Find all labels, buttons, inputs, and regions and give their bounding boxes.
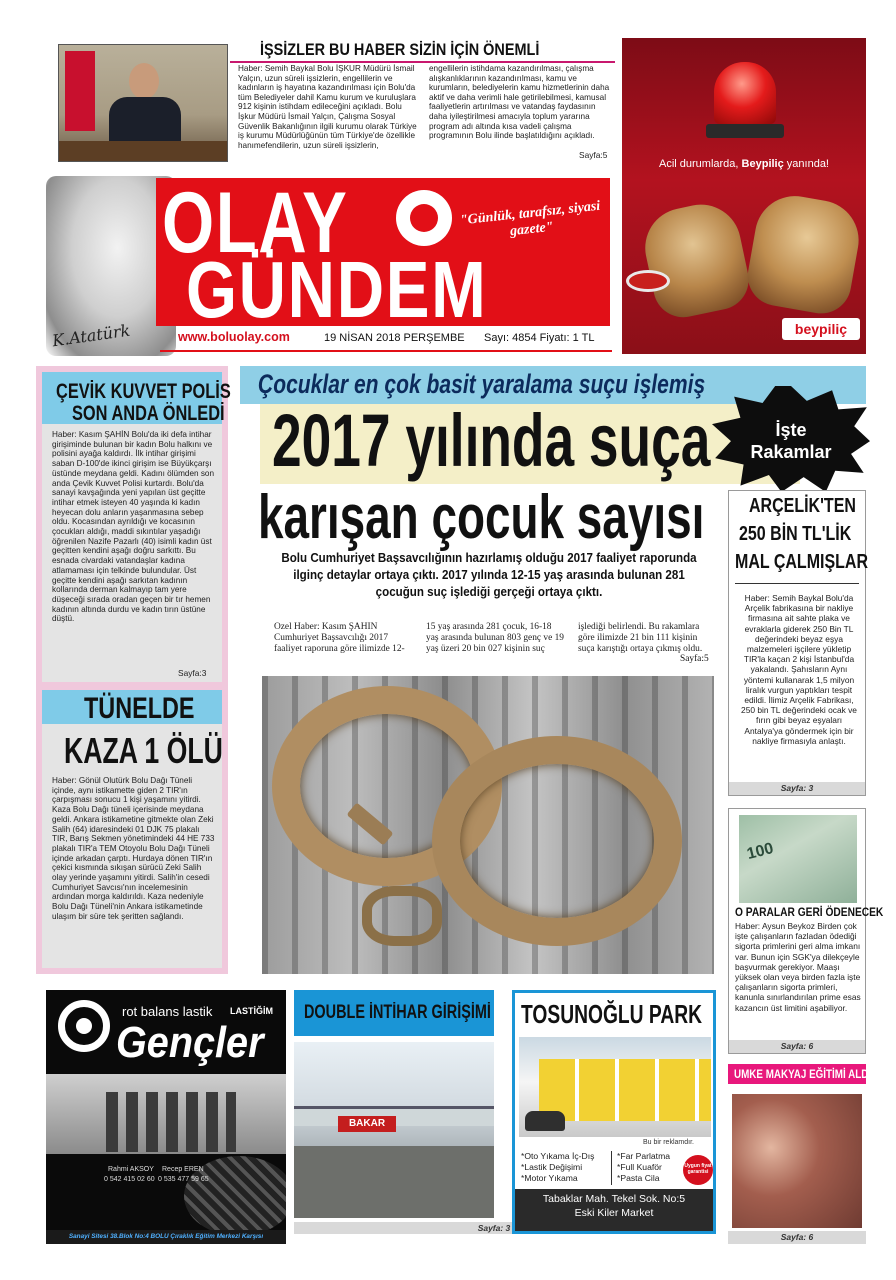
svc-right-3: *Pasta Cila bbox=[617, 1173, 660, 1183]
gencler-right: LASTİĞİM bbox=[230, 1006, 273, 1016]
umke-page[interactable]: Sayfa: 6 bbox=[728, 1231, 866, 1244]
svc-right-1: *Far Parlatma bbox=[617, 1151, 671, 1161]
tosun-storefront bbox=[539, 1059, 711, 1121]
desk bbox=[59, 141, 228, 162]
tunel-box bbox=[36, 684, 228, 974]
masthead-slogan: "Günlük, tarafsız, siyasi gazete" bbox=[459, 198, 601, 240]
tosun-services-left bbox=[521, 1151, 613, 1184]
tosun-address-2: Eski Kiler Market bbox=[574, 1207, 654, 1219]
cevik-page[interactable]: Sayfa:3 bbox=[178, 668, 207, 678]
main-kicker[interactable]: Çocuklar en çok basit yaralama suçu işlemiş bbox=[258, 369, 706, 399]
wrap-food-1 bbox=[638, 197, 754, 323]
banknote-value: 100 bbox=[745, 840, 776, 863]
svc-left-2: *Lastik Değişimi bbox=[521, 1162, 583, 1172]
double-page[interactable]: Sayfa: 3 bbox=[294, 1222, 694, 1234]
double-headline[interactable]: DOUBLE İNTİHAR GİRİŞİMİ bbox=[304, 1002, 491, 1023]
sauce-bowl bbox=[626, 270, 670, 292]
top-story-page[interactable]: Sayfa:5 bbox=[575, 150, 607, 160]
ataturk-signature: K.Atatürk bbox=[51, 320, 132, 351]
gencler-team-photo bbox=[46, 1074, 286, 1154]
cuff-ring-2 bbox=[432, 736, 682, 946]
beypilic-logo[interactable]: beypiliç bbox=[782, 318, 860, 340]
cevik-box bbox=[36, 366, 231, 688]
top-story-section bbox=[50, 38, 615, 166]
handcuffs-photo bbox=[262, 676, 714, 974]
siren-base bbox=[706, 124, 784, 138]
beypilic-tagline bbox=[622, 158, 866, 170]
main-headline-2[interactable]: karışan çocuk sayısı bbox=[258, 483, 705, 552]
masthead-website[interactable]: www.boluolay.com bbox=[178, 330, 290, 344]
masthead-date: 19 NİSAN 2018 PERŞEMBE bbox=[324, 332, 465, 344]
yalcin-photo bbox=[58, 44, 228, 162]
tosun-divider bbox=[611, 1151, 612, 1185]
svc-right-2: *Full Kuaför bbox=[617, 1162, 662, 1172]
cevik-headline-2[interactable]: SON ANDA ÖNLEDİ bbox=[72, 402, 225, 425]
umke-photo bbox=[732, 1094, 862, 1228]
main-page[interactable]: Sayfa:5 bbox=[676, 654, 709, 664]
gencler-brand: Gençler bbox=[116, 1018, 264, 1067]
paralar-headline[interactable]: O PARALAR GERİ ÖDENECEK bbox=[735, 905, 884, 919]
tosun-price-badge: Uygun fiyat garantisi bbox=[683, 1155, 713, 1185]
contact-2-phone: 0 535 477 59 65 bbox=[158, 1176, 209, 1183]
badge-text-2: Rakamlar bbox=[750, 442, 832, 462]
tunel-body: Haber: Gönül Olutürk Bolu Dağı Tüneli içinde, aynı istikamette giden 2 TIR'ın çarpışması sonucu 1 kişi yaşamını yitirdi. Kaza Bolu Dağı tüneli içerisinde meydana geldi. Ankara istikametine gitmekte olan Zeki Salih (64) idaresindeki 01 DJK 75 plakalı TIR, Barış Sekmen yönetimindeki 44 HE 733 plakalı TIR'a TEM Otoyolu Bolu Dağı Tüneli içinde arkadan çarptı. Hurdaya dönen TIR'ın çekici kısmında sıkışan sürücü Zeki Salih olay yerinde yaşamını yitirdi. Salih'in cesedi Cumhuriyet Savcısı'nın incelemesinin ardından morga kaldırıldı. Kaza nedeniyle Bolu Dağı Tüneli'nin Ankara istikametinde ulaşım bir süre tek şeritten sağlandı. bbox=[52, 776, 215, 921]
masthead-title-line2[interactable]: GÜNDEM bbox=[186, 245, 488, 334]
paralar-page[interactable]: Sayfa: 6 bbox=[729, 1040, 865, 1053]
arcelik-headline-2[interactable]: 250 BİN TL'LİK bbox=[739, 523, 852, 545]
contact-2-name: Recep EREN bbox=[162, 1166, 204, 1173]
tosun-ad-note: Bu bir reklamdır. bbox=[643, 1139, 694, 1146]
masthead-title-line1[interactable]: OLAY bbox=[162, 175, 349, 271]
double-photo bbox=[294, 1042, 494, 1218]
cevik-headline-1[interactable]: ÇEVİK KUVVET POLİS bbox=[56, 380, 231, 403]
tunel-headline-2[interactable]: KAZA 1 ÖLÜ bbox=[64, 730, 223, 771]
double-box bbox=[294, 990, 511, 1244]
arcelik-headline-3[interactable]: MAL ÇALMIŞLAR bbox=[735, 551, 869, 573]
arcelik-page[interactable]: Sayfa: 3 bbox=[729, 782, 865, 795]
main-body: Özel Haber: Kasım ŞAHİN Cumhuriyet Başsavcılığı 2017 faaliyet raporuna göre ilimizde 12-15 yaş arasında 281 çocuk, 16-18 yaş arasında bulunan 803 genç ve 19 yaş üzeri 20 bin 027 kişinin suç işlediği belirlendi. Bu rakamlara göre ilimizde 21 bin 111 kişinin suça karıştığı ortaya çıkmış oldu. bbox=[274, 622, 703, 654]
gencler-top: rot balans lastik bbox=[122, 1004, 213, 1019]
gencler-address: Sanayi Sitesi 38.Blok No:4 BOLU Çıraklık Eğitim Merkezi Karşısı bbox=[46, 1230, 286, 1244]
wrap-food-2 bbox=[743, 190, 865, 318]
tosun-car bbox=[525, 1111, 565, 1131]
umke-headline[interactable]: UMKE MAKYAJ EĞİTİMİ ALDI bbox=[734, 1067, 872, 1081]
cevik-body: Haber: Kasım ŞAHİN Bolu'da iki defa intihar girişiminde bulunan bir kadın Bolu halkını ve polisini ayağa kaldırdı. İlk intihar girişimi saban D-100'de ikinci girişim ise Büyükçarşı üstünde meydana geldi. Kadını ölümden son anda Çevik Kuvvet Polisi kurtardı. Bolu'da sanayi kavşağında yeni yapılan üst geçitte intihar etmek isteyen 40 yaşında ki kadın heyecan dolu anların yaşanmasına sebep oldu. Kocasından ayrıldığı ve kocasının çocukları aldığı, maddi sıkıntılar yaşadığı öğrenilen Nazife Pazarlı (40) isimli kadın üst geçitten kendini aşağı doğru sarkıttı. Bu esnada civardaki vatandaşlar kadına atlamaması için telkinde bulundular. Üst geçitte kendini aşağı sarkıtan kadının kollarında derman kalmayıp tam yere düşeceği sırada oradan geçen bir tır hemen kadının altında durdu ve kadın tırın üstüne düştü. bbox=[52, 430, 215, 624]
team-figures bbox=[106, 1092, 236, 1152]
top-story-headline[interactable]: İŞSİZLER BU HABER SİZİN İÇİN ÖNEMLİ bbox=[260, 40, 540, 59]
tosun-headline[interactable]: TOSUNOĞLU PARK bbox=[521, 999, 703, 1029]
main-lead: Bolu Cumhuriyet Başsavcılığının hazırlamış olduğu 2017 faaliyet raporunda ilginç detaylar ortaya çıktı. 2017 yılında 12-15 yaş arasında bulunan 281 çocuğun suç işlediği gerçeği ortaya çıktı. bbox=[281, 551, 697, 599]
masthead-issue: Sayı: 4854 Fiyatı: 1 TL bbox=[484, 332, 595, 344]
tosun-address-1: Tabaklar Mah. Tekel Sok. No:5 bbox=[542, 1193, 686, 1205]
contact-1-phone: 0 542 415 02 60 bbox=[104, 1176, 155, 1183]
siren-icon bbox=[714, 62, 776, 124]
arcelik-box bbox=[728, 490, 869, 796]
wheel-hub bbox=[76, 1018, 92, 1034]
top-story-body: Haber: Semih Baykal Bolu İŞKUR Müdürü İsmail Yalçın, uzun süreli işsizlerin, engellilerin ve kadınların iş hayatına kazandırılması için Bolu'da tüm Belediyeler dahil Kamu kurum ve kuruluşlara 912 kişinin istihdam edileceğini açıkladı. Bolu İşkur Müdürü İsmail Yalçın, Çalışma Sosyal Güvenlik Bakanlığının ilgili kurumu olarak Türkiye iş kurumu Müdürlüğünün tüm Türkiye'de özellikle hanımefendilerin, uzun süreli işsizlerin, engellilerin istihdama kazandırılması, çalışma alışkanlıklarının kazandırılması, kamu ve kurumların, belediyelerin kamu hizmetlerinin daha aktif ve daha verimli hale getirilebilmesi, kamusal faaliyetlerin artırılması ve vatandaş faydasının daha iyileştirilmesi amacıyla toplum yararına program adı altında kısa vadeli çalışma programının Bolu ilinde başlatıldığını açıkladı. bbox=[238, 64, 610, 150]
umke-box bbox=[728, 1064, 872, 1244]
arcelik-headline-1[interactable]: ARÇELİK'TEN bbox=[749, 495, 856, 517]
flag-shape bbox=[65, 51, 95, 131]
person-head bbox=[129, 63, 159, 99]
gencler-ad[interactable] bbox=[46, 990, 286, 1244]
money-photo bbox=[739, 815, 857, 903]
arcelik-body: Haber: Semih Baykal Bolu'da Arçelik fabrikasına bir nakliye firmasına ait sahte plaka ve evraklarla giderek 250 Bin TL değerindeki beyaz eşya malzemeleri işçilere yükletip TIR'la kaçan 2 kişi İstanbul'da yakalandı. Şahısların Aynı yöntemi kullanarak 1,5 milyon liralık vurgun yaptıkları tespit edildi. İlimiz Arçelik Fabrikası, 250 bin TL değerindeki ocak ve fırın gibi beyaz eşyaları Antalya'ya göndermek için bir nakliye firmasıyla anlaştı. bbox=[741, 593, 857, 746]
tagline-prefix: Acil durumlarda, bbox=[659, 158, 742, 170]
cuff-chain bbox=[362, 886, 442, 946]
building-base bbox=[294, 1146, 494, 1218]
arcelik-rule bbox=[735, 583, 859, 584]
top-story-rule bbox=[230, 61, 615, 63]
double-sign: BAKAR bbox=[338, 1116, 396, 1132]
masthead-rule bbox=[160, 350, 612, 352]
masthead-flower-inner bbox=[410, 204, 438, 232]
paralar-box bbox=[728, 808, 884, 1054]
main-headline-1[interactable]: 2017 yılında suça bbox=[272, 399, 711, 482]
tosun-services-right bbox=[617, 1151, 687, 1184]
paralar-body: Haber: Aysun Beykoz Birden çok işte çalışanların fazladan ödediği sigorta primlerini geri alma imkanı var. Bunun için SGK'ya dilekçeyle başvurmak gerekiyor. Maaşı yüksek olan veya birden fazla işte çalışanların sigorta primleri, kanunla sınırlandırılan prime esas kazancın üst limitini aşabiliyor. bbox=[735, 921, 861, 1013]
tosun-photo bbox=[519, 1037, 711, 1137]
tagline-suffix: yanında! bbox=[783, 158, 829, 170]
tunel-headline-1[interactable]: TÜNELDE bbox=[84, 692, 195, 725]
tagline-brand: Beypiliç bbox=[741, 158, 784, 170]
tosun-box bbox=[512, 990, 716, 1234]
beypilic-ad[interactable] bbox=[622, 38, 866, 354]
badge-text-1: İşte bbox=[775, 420, 807, 440]
svc-left-1: *Oto Yıkama İç-Dış bbox=[521, 1151, 595, 1161]
contact-1-name: Rahmi AKSOY bbox=[108, 1166, 154, 1173]
svc-left-3: *Motor Yıkama bbox=[521, 1173, 578, 1183]
